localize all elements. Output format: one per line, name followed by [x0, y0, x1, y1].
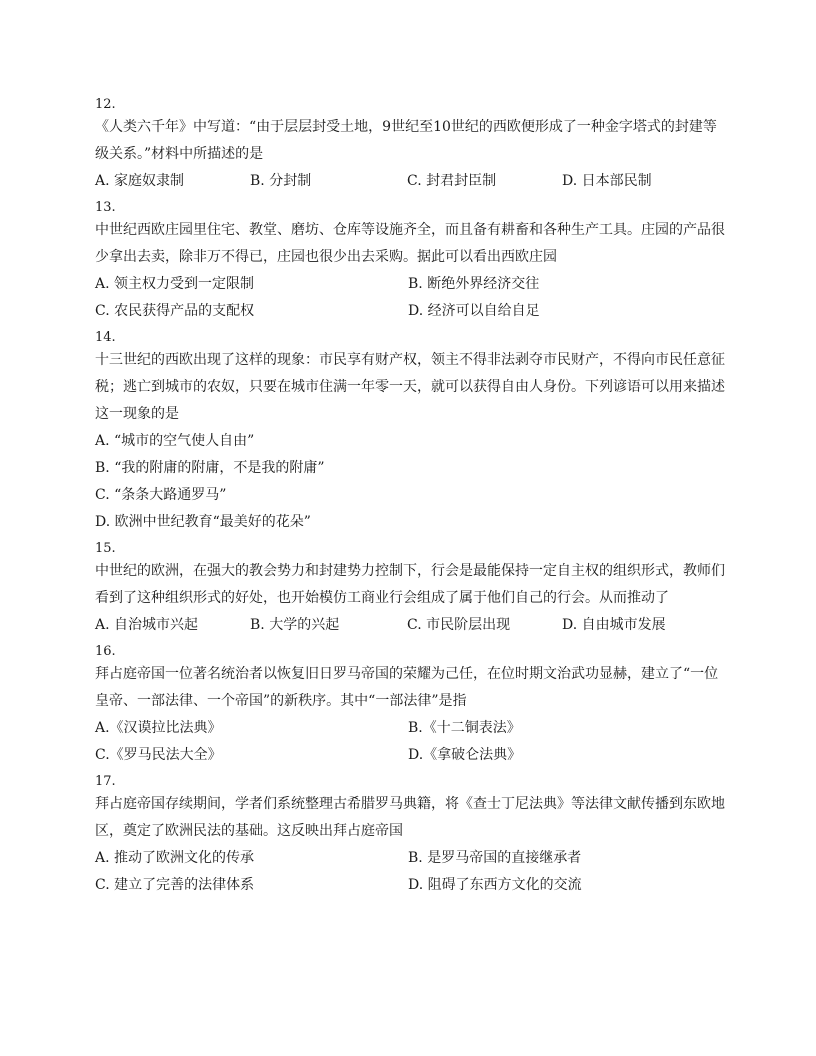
option-d[interactable]: D. 欧洲中世纪教育“最美好的花朵”	[95, 514, 311, 530]
question-14	[95, 325, 725, 536]
option-group	[95, 612, 725, 639]
option-a[interactable]: A. 推动了欧洲文化的传承	[95, 850, 255, 866]
question-list	[95, 92, 725, 899]
option-a[interactable]: A.《汉谟拉比法典》	[95, 720, 222, 736]
option-c[interactable]: C. “条条大路通罗马”	[95, 487, 227, 503]
option-b[interactable]: B. 分封制	[250, 173, 312, 189]
question-number: 16.	[95, 644, 116, 659]
question-number: 17.	[95, 774, 116, 789]
question-stem: 拜占庭帝国存续期间，学者们系统整理古希腊罗马典籍，将《查士丁尼法典》等法律文献传播到东欧地区，奠定了欧洲民法的基础。这反映出拜占庭帝国	[95, 796, 725, 839]
option-c[interactable]: C. 建立了完善的法律体系	[95, 877, 255, 893]
option-a[interactable]: A. 自治城市兴起	[95, 617, 199, 633]
question-stem: 十三世纪的西欧出现了这样的现象：市民享有财产权，领主不得非法剥夺市民财产，不得向市民任意征税；逃亡到城市的农奴，只要在城市住满一年零一天，就可以获得自由人身份。下列谚语可以用来描述这一现象的是	[95, 352, 725, 422]
option-group	[95, 845, 725, 899]
question-12	[95, 92, 725, 195]
option-b[interactable]: B. “我的附庸的附庸，不是我的附庸”	[95, 460, 325, 476]
option-b[interactable]: B.《十二铜表法》	[408, 720, 521, 736]
option-group	[95, 168, 725, 195]
option-c[interactable]: C. 市民阶层出现	[407, 617, 511, 633]
option-d[interactable]: D.《拿破仑法典》	[408, 747, 522, 763]
option-a[interactable]: A. 家庭奴隶制	[95, 173, 185, 189]
option-c[interactable]: C.《罗马民法大全》	[95, 747, 222, 763]
question-number: 12.	[95, 97, 116, 112]
question-stem: 《人类六千年》中写道：“由于层层封受土地，9世纪至10世纪的西欧便形成了一种金字塔式的封建等级关系。”材料中所描述的是	[95, 119, 717, 162]
option-group	[95, 715, 725, 769]
option-a[interactable]: A. “城市的空气使人自由”	[95, 433, 255, 449]
option-b[interactable]: B. 断绝外界经济交往	[408, 276, 540, 292]
option-d[interactable]: D. 日本部民制	[562, 173, 652, 189]
question-16	[95, 639, 725, 769]
option-a[interactable]: A. 领主权力受到一定限制	[95, 276, 255, 292]
question-13	[95, 195, 725, 325]
question-stem: 中世纪的欧洲，在强大的教会势力和封建势力控制下，行会是最能保持一定自主权的组织形式，教师们看到了这种组织形式的好处，也开始模仿工商业行会组成了属于他们自己的行会。从而推动了	[95, 563, 725, 606]
question-number: 14.	[95, 330, 116, 345]
question-stem: 拜占庭帝国一位著名统治者以恢复旧日罗马帝国的荣耀为己任，在位时期文治武功显赫，建立了“一位皇帝、一部法律、一个帝国”的新秩序。其中“一部法律”是指	[95, 666, 719, 709]
option-d[interactable]: D. 自由城市发展	[562, 617, 666, 633]
question-number: 15.	[95, 541, 116, 556]
option-d[interactable]: D. 经济可以自给自足	[408, 303, 540, 319]
question-stem: 中世纪西欧庄园里住宅、教堂、磨坊、仓库等设施齐全，而且备有耕畜和各种生产工具。庄园的产品很少拿出去卖，除非万不得已，庄园也很少出去采购。据此可以看出西欧庄园	[95, 222, 725, 265]
option-c[interactable]: C. 农民获得产品的支配权	[95, 303, 255, 319]
question-17	[95, 769, 725, 899]
option-b[interactable]: B. 是罗马帝国的直接继承者	[408, 850, 582, 866]
option-d[interactable]: D. 阻碍了东西方文化的交流	[408, 877, 582, 893]
option-c[interactable]: C. 封君封臣制	[407, 173, 497, 189]
option-b[interactable]: B. 大学的兴起	[250, 617, 340, 633]
option-group	[95, 271, 725, 325]
question-number: 13.	[95, 200, 116, 215]
question-15	[95, 536, 725, 639]
option-group	[95, 428, 725, 536]
